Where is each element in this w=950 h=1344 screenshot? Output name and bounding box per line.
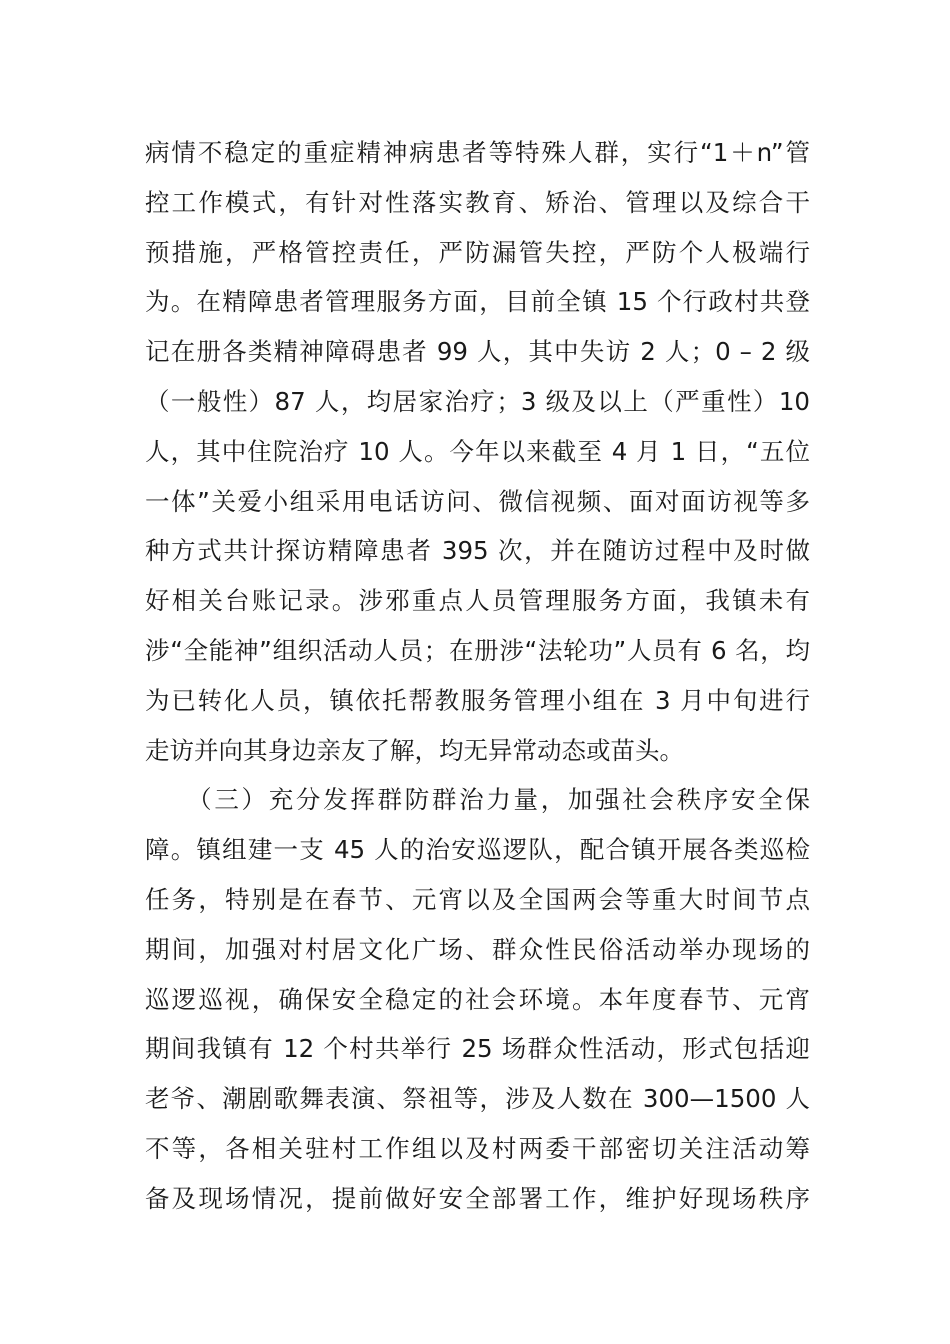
text-line: 任务，特别是在春节、元宵以及全国两会等重大时间节点 bbox=[145, 884, 810, 914]
text-line: 为已转化人员，镇依托帮教服务管理小组在 3 月中旬进行 bbox=[145, 685, 810, 715]
text-line: 记在册各类精神障碍患者 99 人，其中失访 2 人；0 – 2 级 bbox=[145, 337, 810, 367]
text-line: 控工作模式，有针对性落实教育、矫治、管理以及综合干 bbox=[145, 187, 810, 217]
text-line: 巡逻巡视，确保安全稳定的社会环境。本年度春节、元宵 bbox=[145, 984, 810, 1014]
text-line: 涉“全能神”组织活动人员；在册涉“法轮功”人员有 6 名，均 bbox=[145, 635, 810, 665]
text-line: 种方式共计探访精障患者 395 次，并在随访过程中及时做 bbox=[145, 536, 810, 566]
text-line: 老爷、潮剧歌舞表演、祭祖等，涉及人数在 300—1500 人 bbox=[145, 1084, 810, 1114]
text-line: 为。在精障患者管理服务方面，目前全镇 15 个行政村共登 bbox=[145, 287, 810, 317]
text-line: 病情不稳定的重症精神病患者等特殊人群，实行“1＋n”管 bbox=[145, 138, 810, 167]
section-heading-line: （三）充分发挥群防群治力量，加强社会秩序安全保 bbox=[145, 785, 810, 815]
text-line: 不等，各相关驻村工作组以及村两委干部密切关注活动筹 bbox=[145, 1133, 810, 1163]
text-line: 备及现场情况，提前做好安全部署工作，维护好现场秩序 bbox=[145, 1183, 810, 1213]
text-line: 一体”关爱小组采用电话访问、微信视频、面对面访视等多 bbox=[145, 486, 810, 516]
text-line: 期间，加强对村居文化广场、群众性民俗活动举办现场的 bbox=[145, 934, 810, 964]
text-line: 期间我镇有 12 个村共举行 25 场群众性活动，形式包括迎 bbox=[145, 1034, 810, 1064]
paragraph-end-line: 走访并向其身边亲友了解，均无异常动态或苗头。 bbox=[145, 735, 684, 765]
text-line: 人，其中住院治疗 10 人。今年以来截至 4 月 1 日，“五位 bbox=[145, 436, 810, 466]
text-line: 障。镇组建一支 45 人的治安巡逻队，配合镇开展各类巡检 bbox=[145, 835, 810, 865]
body-text bbox=[145, 128, 810, 1224]
text-line: 好相关台账记录。涉邪重点人员管理服务方面，我镇未有 bbox=[145, 586, 810, 616]
text-line: 预措施，严格管控责任，严防漏管失控，严防个人极端行 bbox=[145, 237, 810, 267]
text-line: （一般性）87 人，均居家治疗；3 级及以上（严重性）10 bbox=[145, 386, 810, 416]
